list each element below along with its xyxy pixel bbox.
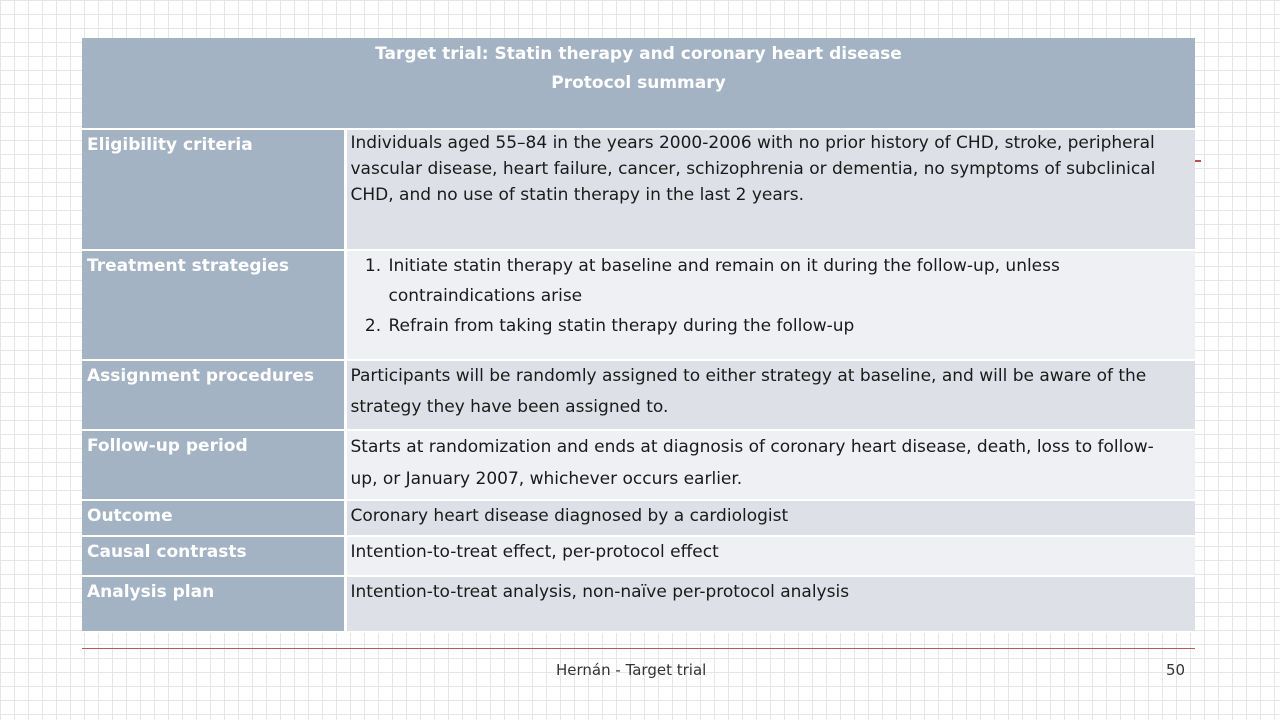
strategy-list [351,251,1178,341]
footer-title: Hernán - Target trial [556,661,707,679]
row-label: Treatment strategies [82,250,345,360]
table-header-row [82,38,1195,129]
table-row-follow-up [82,430,1195,500]
page-number: 50 [1166,661,1186,679]
table-row-assignment [82,360,1195,430]
row-content: Individuals aged 55–84 in the years 2000-2006 with no prior history of CHD, stroke, peripheral vascular disease, heart failure, cancer, schizophrenia or dementia, no symptoms of subclinical CHD, and no use of statin therapy in the last 2 years. [345,129,1195,250]
list-item: 1. Initiate statin therapy at baseline and remain on it during the follow-up, unless contraindications arise [387,251,1178,311]
row-content: Coronary heart disease diagnosed by a cardiologist [345,500,1195,536]
table-row-treatment-strategies [82,250,1195,360]
table-row-analysis-plan [82,576,1195,632]
row-content: Intention-to-treat analysis, non-naïve per-protocol analysis [345,576,1195,632]
row-label: Outcome [82,500,345,536]
table-subtitle: Protocol summary [551,73,726,93]
row-content: Intention-to-treat effect, per-protocol effect [345,536,1195,576]
row-label: Eligibility criteria [82,129,345,250]
row-label: Causal contrasts [82,536,345,576]
row-label: Follow-up period [82,430,345,500]
row-content [345,250,1195,360]
table-title: Target trial: Statin therapy and coronary heart disease [375,44,902,64]
table-row-eligibility [82,129,1195,250]
accent-tick [1195,160,1201,162]
table-row-outcome [82,500,1195,536]
protocol-table [82,38,1195,633]
row-content: Starts at randomization and ends at diagnosis of coronary heart disease, death, loss to follow-up, or January 2007, whichever occurs earlier. [345,430,1195,500]
table-header [82,38,1195,129]
row-label: Analysis plan [82,576,345,632]
list-item: 2. Refrain from taking statin therapy during the follow-up [387,311,1178,341]
row-content: Participants will be randomly assigned to either strategy at baseline, and will be aware of the strategy they have been assigned to. [345,360,1195,430]
row-label: Assignment procedures [82,360,345,430]
footer-divider [82,648,1195,649]
table-row-causal-contrasts [82,536,1195,576]
